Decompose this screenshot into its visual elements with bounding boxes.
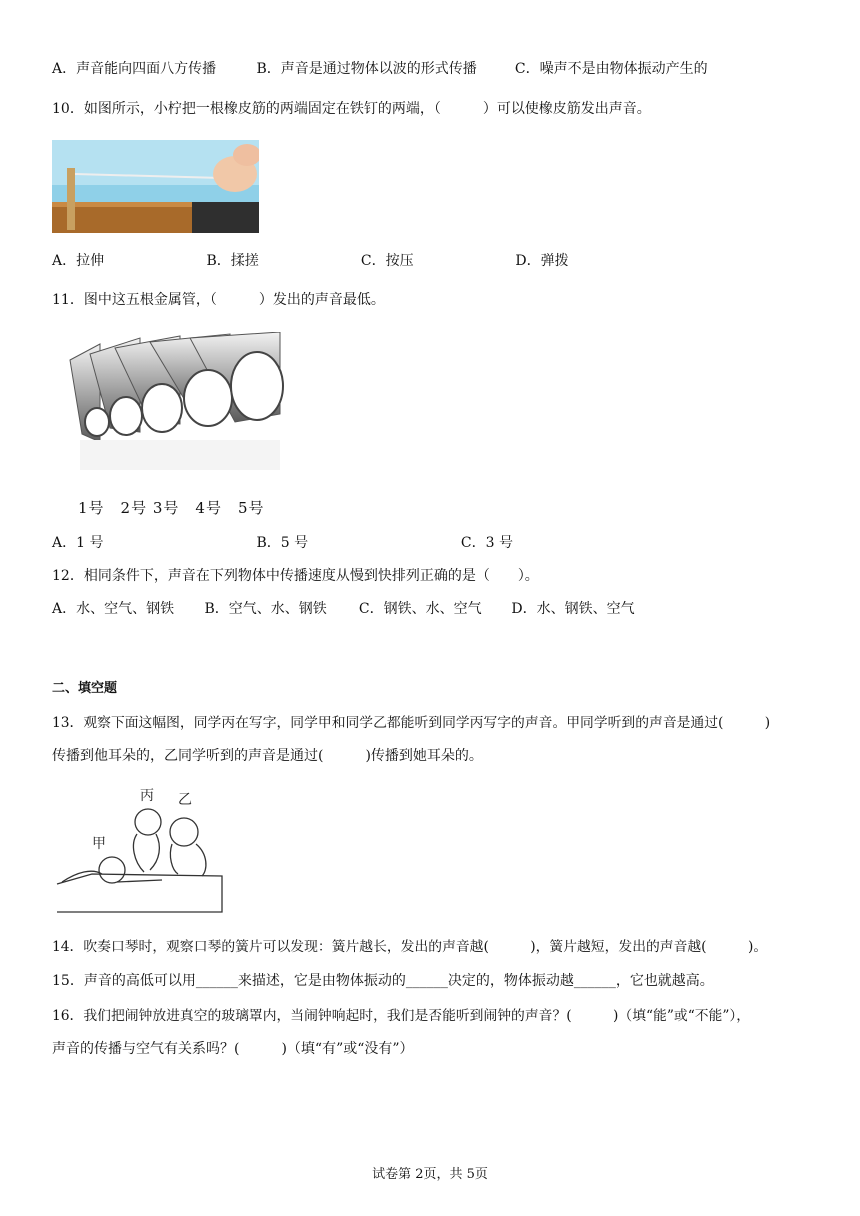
q10-option-c: C．按压 [360,253,414,269]
q10-option-d: D．弹拨 [515,253,569,269]
q12-option-a: A．水、空气、钢铁 [52,601,175,617]
q16-line1: 16．我们把闹钟放进真空的玻璃罩内，当闹钟响起时，我们是否能听到闹钟的声音？( )（填“能”或“不能”）， [52,1008,751,1024]
q13-line2: 传播到他耳朵的，乙同学听到的声音是通过( )传播到她耳朵的。 [52,748,483,764]
q11-options [52,533,513,553]
q9-option-a: A．声音能向四面八方传播 [52,61,217,77]
q9-option-b: B．声音是通过物体以波的形式传播 [256,61,477,77]
q10-text: 10．如图所示，小柠把一根橡皮筋的两端固定在铁钉的两端，（ ）可以使橡皮筋发出声音。 [52,101,651,117]
metal-tubes-figure [60,332,290,480]
page-footer: 试卷第 2页，共 5页 [372,1167,488,1182]
students-figure [52,784,227,914]
label-jia: 甲 [92,836,106,852]
q10-option-b: B．揉搓 [206,253,259,269]
q10-option-a: A．拉伸 [52,253,105,269]
q13-line1: 13．观察下面这幅图，同学丙在写字，同学甲和同学乙都能听到同学丙写字的声音。甲同学听到的声音是通过( ) [52,715,771,731]
q12-option-d: D．水、钢铁、空气 [511,601,635,617]
q12-text: 12．相同条件下，声音在下列物体中传播速度从慢到快排列正确的是（ ）。 [52,568,539,584]
tube-labels: 1号 2号 3号 4号 5号 [78,499,265,517]
q9-options [52,59,708,79]
q11-option-b: B．5 号 [256,535,309,551]
label-bing: 丙 [140,788,154,804]
label-yi: 乙 [178,792,192,808]
q12-option-b: B．空气、水、钢铁 [204,601,327,617]
q9-option-c: C．噪声不是由物体振动产生的 [514,61,708,77]
q16-line2: 声音的传播与空气有关系吗？( )（填“有”或“没有”） [52,1041,414,1057]
section-heading: 二、填空题 [52,681,118,696]
q14-text: 14．吹奏口琴时，观察口琴的簧片可以发现：簧片越长，发出的声音越( )，簧片越短，发出的声音越( )。 [52,939,768,955]
q11-option-a: A．1 号 [52,535,104,551]
q12-options [52,599,635,619]
q10-options [52,251,569,271]
rubber-band-figure [52,140,259,233]
q11-option-c: C．3 号 [460,535,513,551]
q12-option-c: C．钢铁、水、空气 [358,601,482,617]
q15-text: 15．声音的高低可以用______来描述，它是由物体振动的______决定的，物体振动越______，它也就越高。 [52,973,714,989]
q11-text: 11．图中这五根金属管，（ ）发出的声音最低。 [52,292,385,308]
